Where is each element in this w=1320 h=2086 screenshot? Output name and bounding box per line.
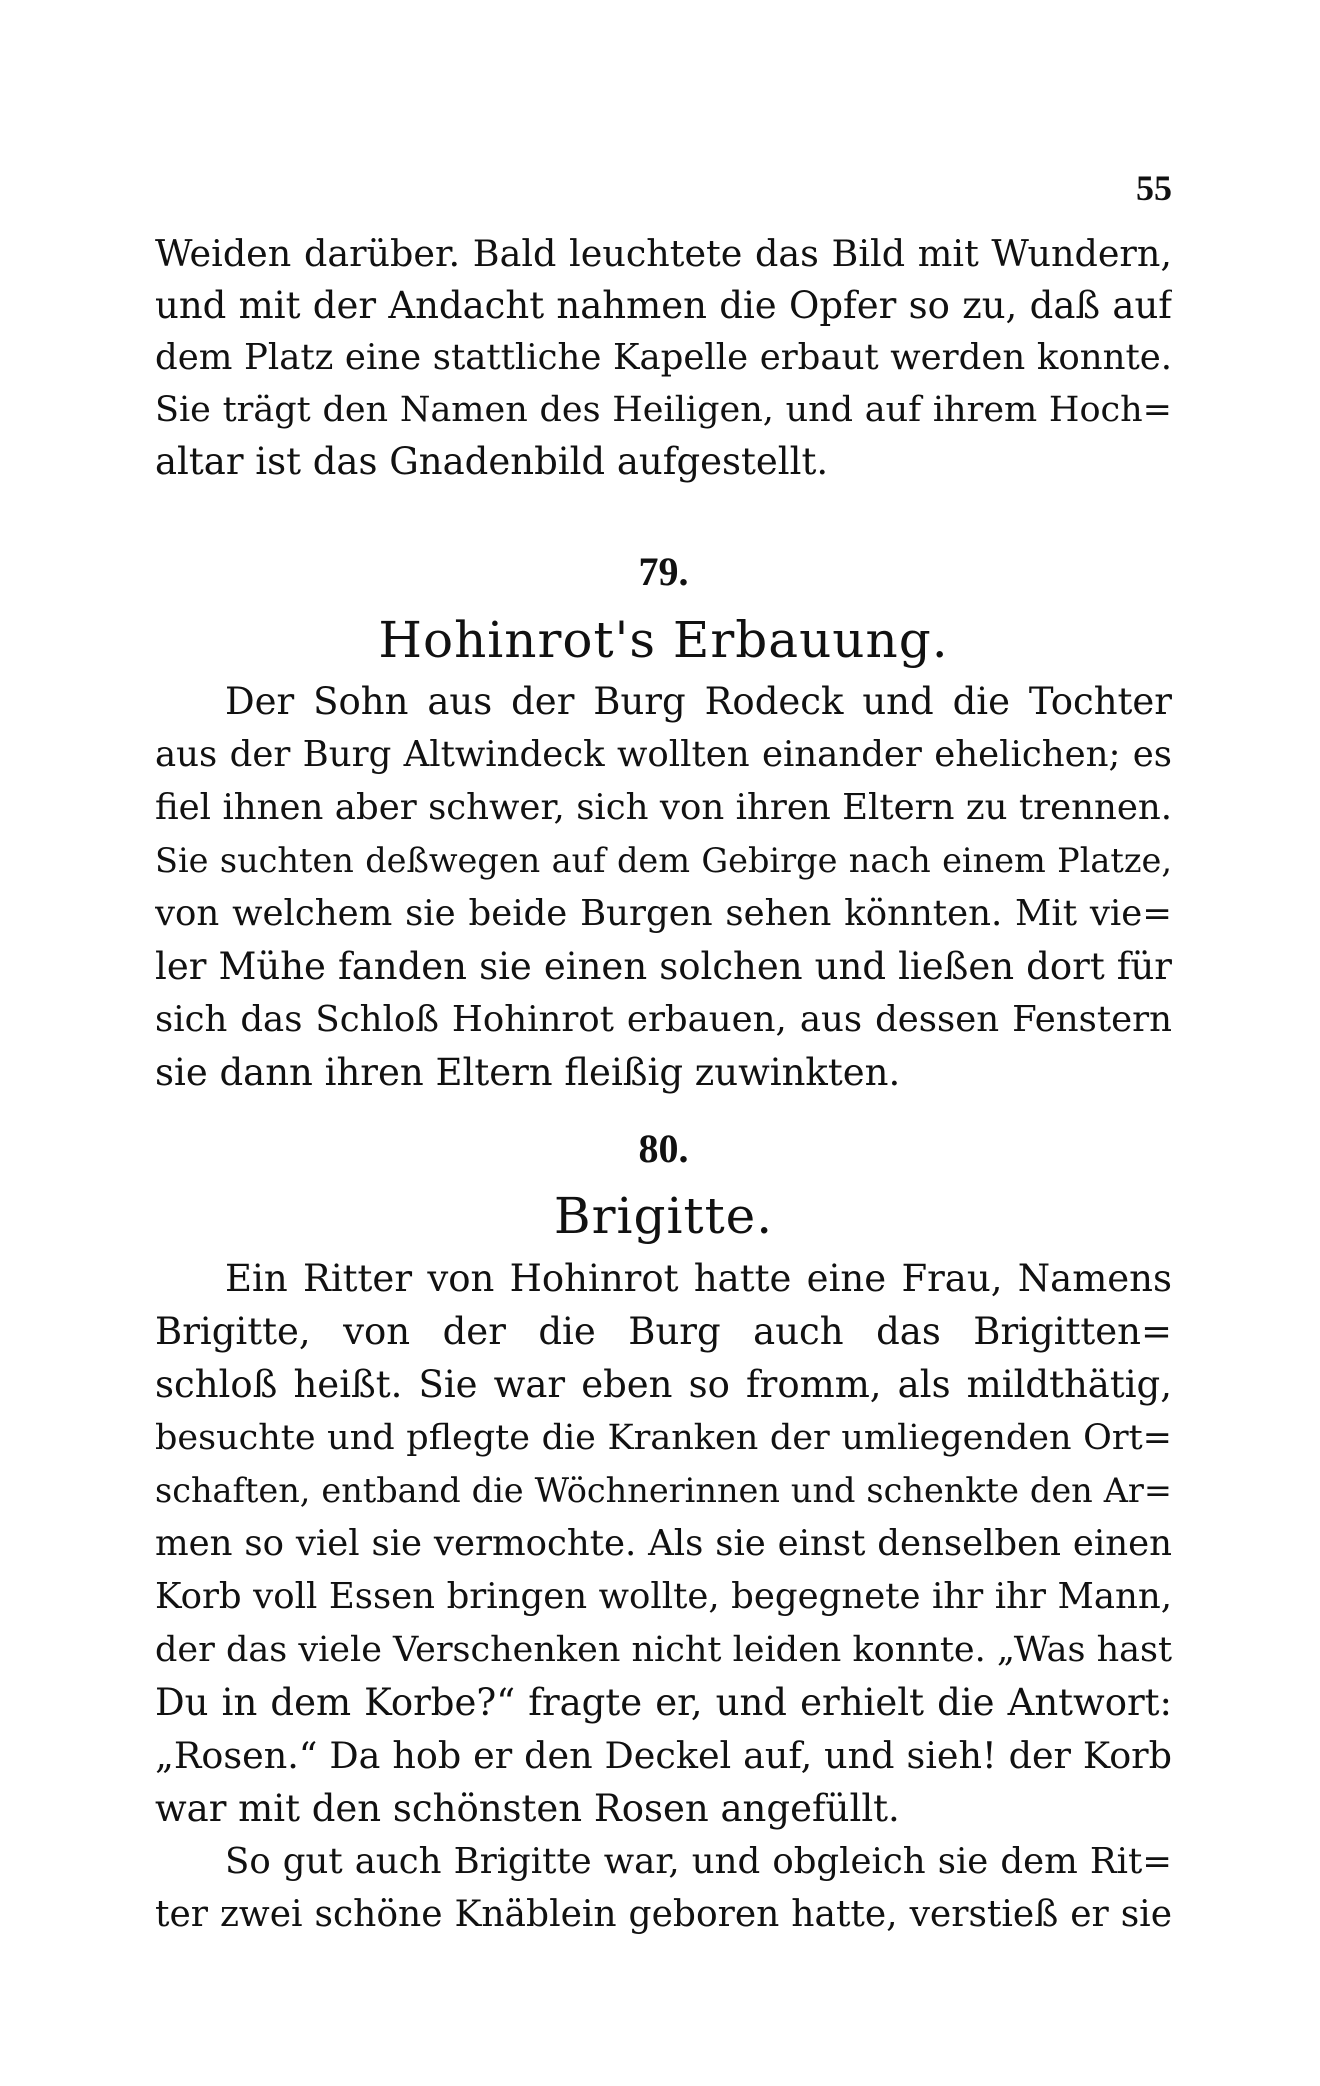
text-line: Brigitte, von der die Burg auch das Brigitten= bbox=[155, 1310, 1172, 1353]
section-number: 79. bbox=[638, 549, 689, 594]
text-line: war mit den schönsten Rosen angefüllt. bbox=[155, 1787, 900, 1830]
text-line: aus der Burg Altwindeck wollten einander ehelichen; es bbox=[155, 734, 1172, 775]
text-line: Du in dem Korbe?“ fragte er, und erhielt die Antwort: bbox=[155, 1681, 1172, 1724]
text-line: ler Mühe fanden sie einen solchen und ließen dort für bbox=[155, 945, 1172, 988]
text-line: und mit der Andacht nahmen die Opfer so zu, daß auf bbox=[155, 284, 1172, 327]
section-title: Brigitte. bbox=[553, 1187, 774, 1245]
text-line: Weiden darüber. Bald leuchtete das Bild mit Wundern, bbox=[155, 232, 1172, 275]
section-number: 80. bbox=[638, 1126, 689, 1171]
text-line: Der Sohn aus der Burg Rodeck und die Tochter bbox=[225, 680, 1172, 723]
text-line: schaften, entband die Wöchnerinnen und schenkte den Ar= bbox=[155, 1471, 1172, 1510]
text-line: ter zwei schöne Knäblein geboren hatte, verstieß er sie bbox=[155, 1894, 1172, 1935]
text-line: So gut auch Brigitte war, und obgleich sie dem Rit= bbox=[225, 1841, 1172, 1882]
text-line: von welchem sie beide Burgen sehen könnten. Mit vie= bbox=[155, 893, 1172, 934]
text-line: altar ist das Gnadenbild aufgestellt. bbox=[155, 440, 829, 483]
text-line: „Rosen.“ Da hob er den Deckel auf, und sieh! der Korb bbox=[155, 1734, 1172, 1777]
text-line: sie dann ihren Eltern fleißig zuwinkten. bbox=[155, 1051, 901, 1094]
text-line: Ein Ritter von Hohinrot hatte eine Frau, Namens bbox=[225, 1257, 1172, 1300]
text-line: sich das Schloß Hohinrot erbauen, aus dessen Fenstern bbox=[155, 999, 1172, 1040]
text-line: schloß heißt. Sie war eben so fromm, als mildthätig, bbox=[155, 1363, 1172, 1406]
text-line: Sie trägt den Namen des Heiligen, und auf ihrem Hoch= bbox=[155, 390, 1172, 430]
page-number: 55 bbox=[1136, 168, 1172, 208]
section-title: Hohinrot's Erbauung. bbox=[378, 611, 949, 669]
text-line: Sie suchten deßwegen auf dem Gebirge nach einem Platze, bbox=[155, 841, 1172, 880]
text-line: besuchte und pflegte die Kranken der umliegenden Ort= bbox=[155, 1418, 1172, 1458]
text-line: men so viel sie vermochte. Als sie einst denselben einen bbox=[155, 1523, 1172, 1564]
text-line: dem Platz eine stattliche Kapelle erbaut werden konnte. bbox=[155, 337, 1172, 378]
text-line: fiel ihnen aber schwer, sich von ihren Eltern zu trennen. bbox=[155, 787, 1172, 828]
text-line: der das viele Verschenken nicht leiden konnte. „Was hast bbox=[155, 1630, 1172, 1670]
text-line: Korb voll Essen bringen wollte, begegnete ihr ihr Mann, bbox=[155, 1576, 1172, 1617]
